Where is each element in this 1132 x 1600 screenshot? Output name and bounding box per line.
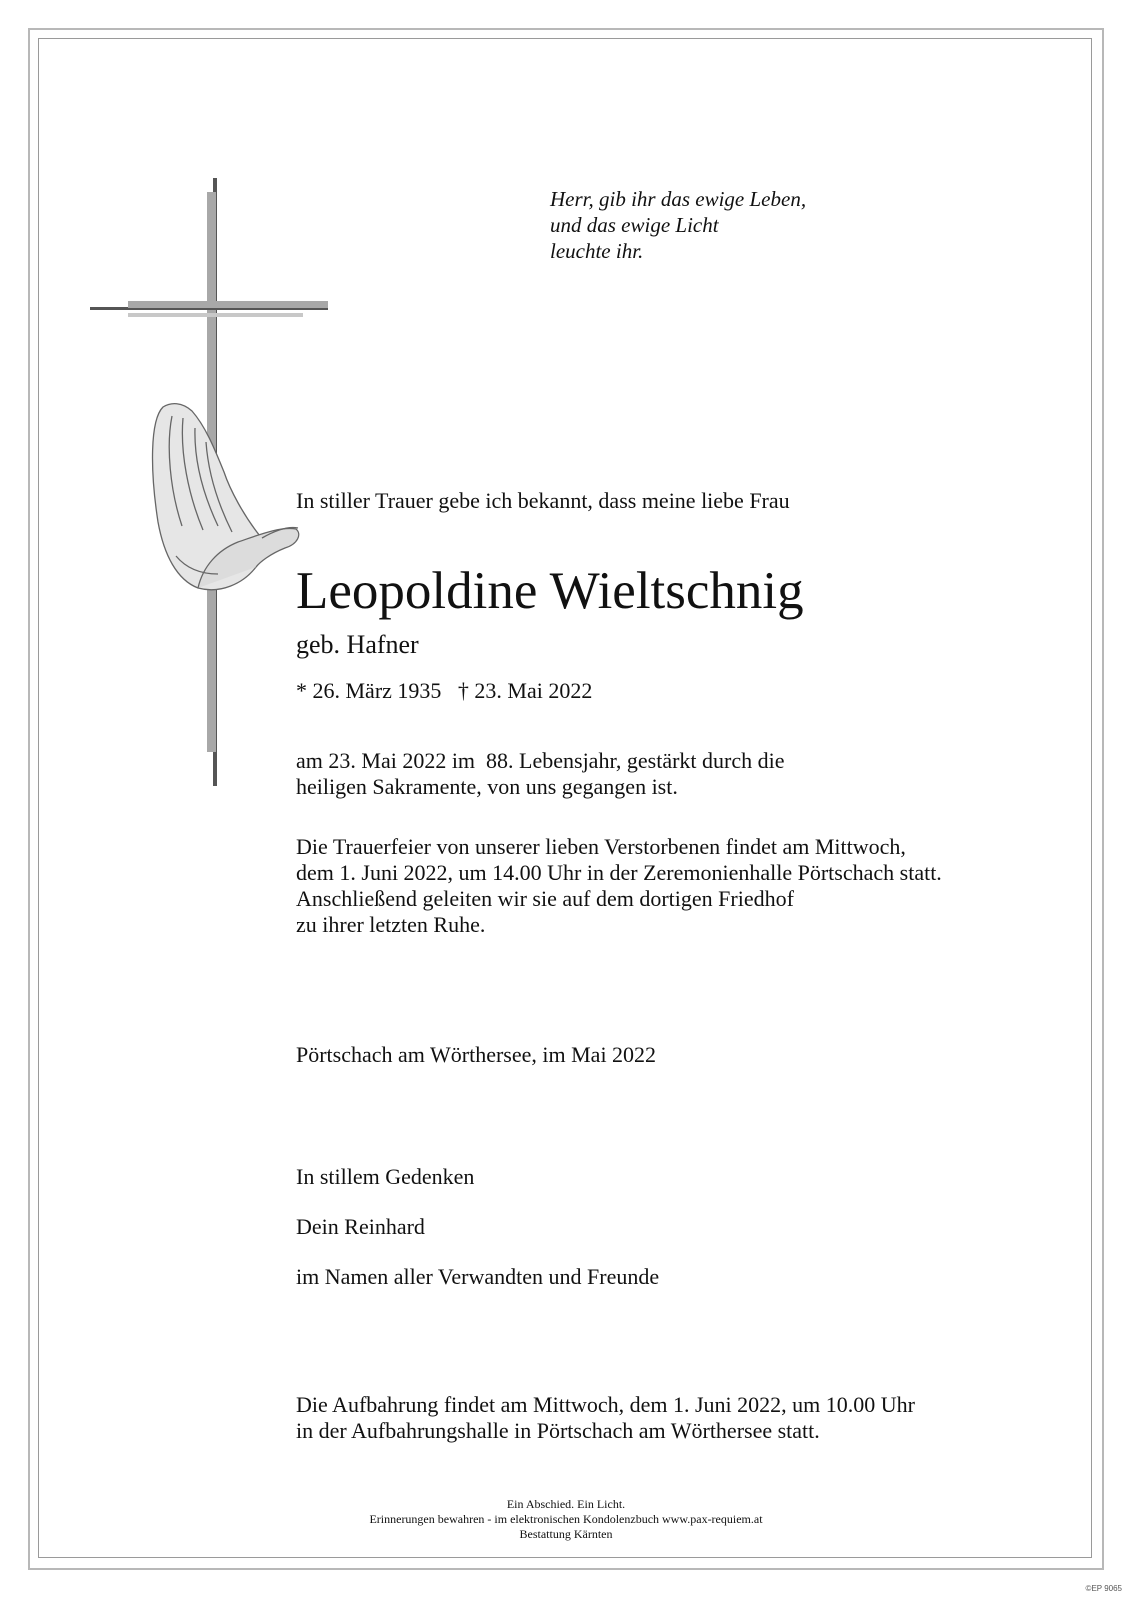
family-line: im Namen aller Verwandten und Freunde: [296, 1264, 660, 1289]
passing-line: heiligen Sakramente, von uns gegangen ist.: [296, 774, 678, 799]
place-date: Pörtschach am Wörthersee, im Mai 2022: [296, 1042, 657, 1067]
ceremony-line: zu ihrer letzten Ruhe.: [296, 912, 486, 937]
footer-line: Bestattung Kärnten: [519, 1527, 613, 1541]
footer: [200, 1497, 932, 1542]
ceremony-line: Anschließend geleiten wir sie auf dem dortigen Friedhof: [296, 886, 794, 911]
footer-line: Erinnerungen bewahren - im elektronischen Kondolenzbuch www.pax-requiem.at: [369, 1512, 763, 1526]
deceased-name: Leopoldine Wieltschnig: [296, 562, 804, 620]
quote-line: und das ewige Licht: [550, 213, 719, 237]
birth-name: geb. Hafner: [296, 630, 419, 659]
life-dates: * 26. März 1935 † 23. Mai 2022: [296, 678, 593, 703]
viewing-text: [296, 1392, 915, 1444]
ceremony-text: [296, 834, 942, 938]
memory-line: In stillem Gedenken: [296, 1164, 475, 1189]
ceremony-line: dem 1. Juni 2022, um 14.00 Uhr in der Zeremonienhalle Pörtschach statt.: [296, 860, 942, 885]
viewing-line: Die Aufbahrung findet am Mittwoch, dem 1. Juni 2022, um 10.00 Uhr: [296, 1392, 915, 1417]
quote-line: leuchte ihr.: [550, 239, 644, 263]
corner-mark: ©EP 9065: [1085, 1584, 1122, 1593]
footer-line: Ein Abschied. Ein Licht.: [506, 1497, 626, 1511]
praying-hands-icon: [153, 404, 299, 590]
prayer-quote: [550, 186, 806, 264]
intro-text: In stiller Trauer gebe ich bekannt, dass meine liebe Frau: [296, 488, 790, 513]
viewing-line: in der Aufbahrungshalle in Pörtschach am Wörthersee statt.: [296, 1418, 820, 1443]
passing-line: am 23. Mai 2022 im 88. Lebensjahr, gestärkt durch die: [296, 748, 785, 773]
quote-line: Herr, gib ihr das ewige Leben,: [550, 187, 807, 211]
passing-text: [296, 748, 785, 800]
ceremony-line: Die Trauerfeier von unserer lieben Verstorbenen findet am Mittwoch,: [296, 834, 906, 859]
signer-name: Dein Reinhard: [296, 1214, 425, 1239]
